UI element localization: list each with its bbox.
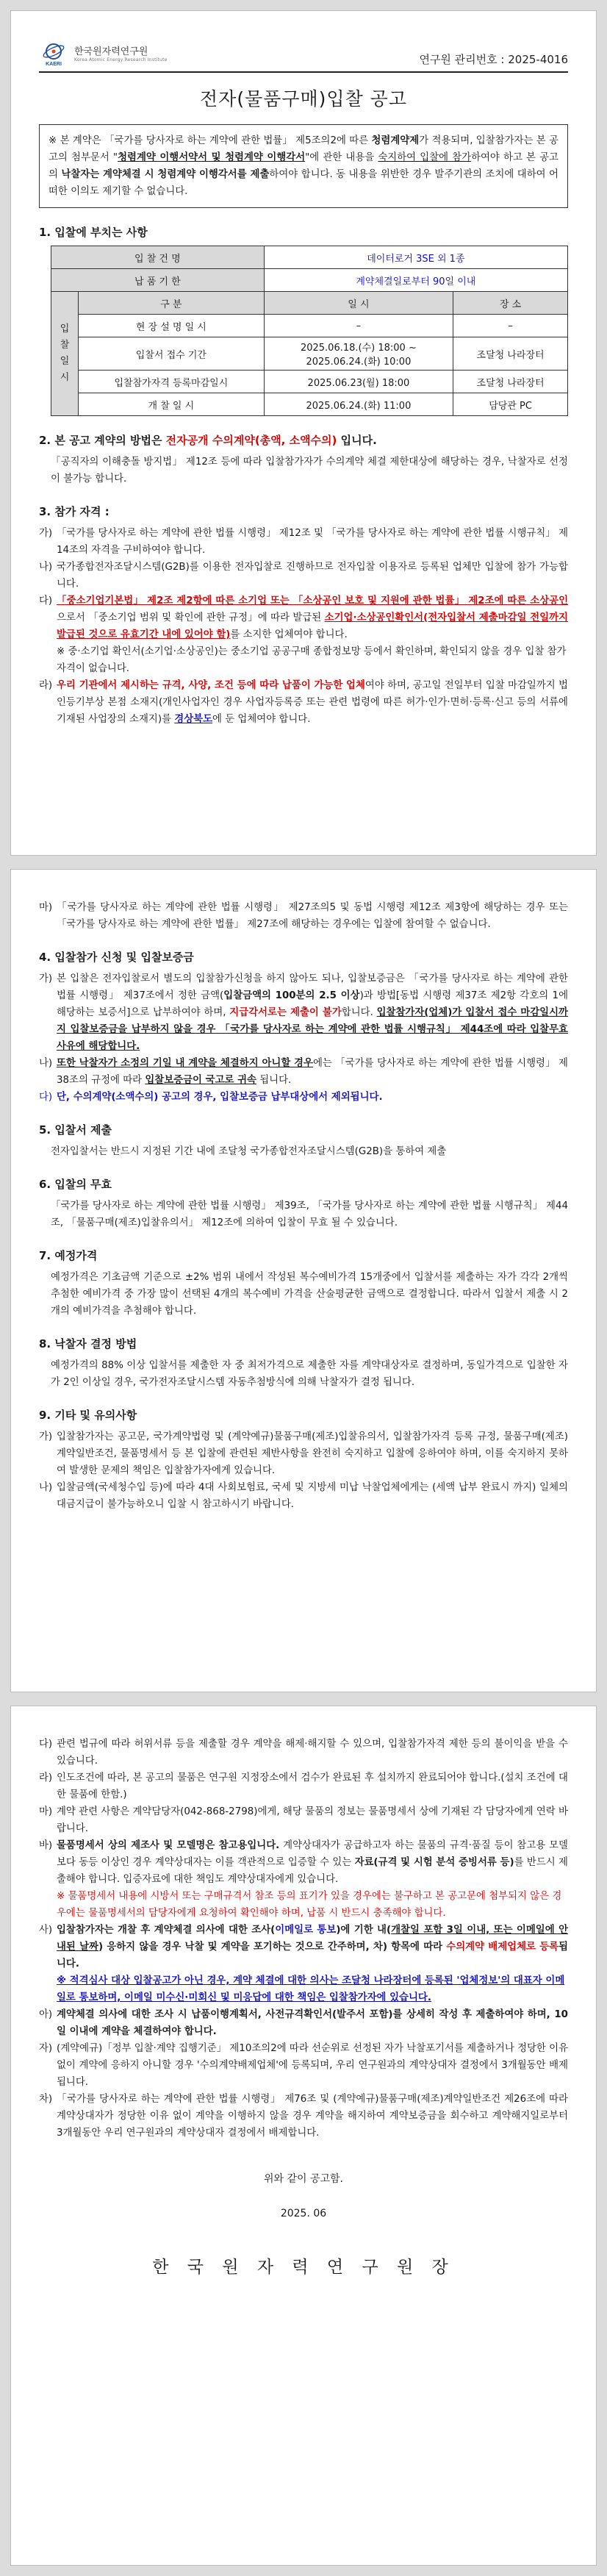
- delivery-due-label: 납 품 기 한: [51, 269, 265, 292]
- item-text: [57, 1922, 568, 1972]
- notice-text: "에 관한 내용을: [305, 152, 378, 163]
- notice-underline: 숙지하여 입찰에 참가: [378, 152, 472, 163]
- list-item: [39, 559, 568, 593]
- notice-bold: 청렴계약제: [371, 135, 420, 146]
- page-1: [10, 10, 597, 856]
- item-text: [57, 1055, 568, 1089]
- item-bold: 또한 낙찰자가 소정의 기일 내 계약을 체결하지 아니할 경우: [57, 1058, 313, 1069]
- integrity-notice-box: [39, 124, 568, 208]
- item-bold: ) 응하지 않을 경우 낙찰 및 계약을 포기하는 것으로 간주하며, 차) 항목에 따라: [98, 1942, 447, 1953]
- header-divider: [39, 71, 568, 73]
- item-text: 계약 관련 사항은 계약담당자(042-868-2798)에게, 해당 물품의 정보는 물품명세서 상에 기재된 각 담당자에게 연락 바랍니다.: [57, 1806, 568, 1834]
- item-marker: 바): [39, 1840, 53, 1851]
- row-place: 조달청 나라장터: [453, 337, 568, 371]
- list-item: [39, 1922, 568, 1972]
- notice-text: 하여야 하고 본 공고의: [49, 152, 558, 180]
- item-plain: 본 입찰은 전자입찰로서 별도의 입찰참가신청을 하지 않아도 되나, 입찰보증금은 「국가를 당사자로 하는 계약에 관한 법률 시행령」 제37조에서 정한 금액(: [57, 973, 568, 1001]
- management-number: 연구원 관리번호 : 2025-4016: [419, 53, 568, 66]
- item-marker: 자): [39, 2043, 53, 2054]
- table-row: [51, 393, 568, 416]
- list-item: [39, 1803, 568, 1837]
- item-marker: 사): [39, 1925, 53, 1936]
- item-text: [57, 677, 568, 728]
- item-red: 「중소기업기본법」 제2조 제2항에 따른 소기업 또는 「소상공인 보호 및 지원에 관한 법률」 제2조에 따른 소상공인: [57, 595, 568, 607]
- closing-statement: 위와 같이 공고함.: [263, 2173, 344, 2185]
- item-bold: 개찰일 포함 3일 이내, 또는 이메일에 안내된 날짜: [57, 1925, 569, 1953]
- section-3-heading: 3. 참가 자격 :: [39, 505, 109, 518]
- list-item: [39, 1837, 568, 1888]
- list-item: [39, 1089, 568, 1106]
- bid-info-table: [51, 246, 568, 416]
- section-6-heading: 6. 입찰의 무효: [39, 1178, 112, 1191]
- list-note: [57, 1888, 568, 1922]
- row-date: 2025.06.24.(화) 11:00: [264, 393, 453, 416]
- row-date-start: 2025.06.18.(수) 18:00 ~: [300, 343, 417, 354]
- org-name: 한국원자력연구원: [74, 46, 148, 57]
- list-item: [39, 970, 568, 1055]
- item-marker: 아): [39, 2009, 53, 2020]
- item-text: [57, 1837, 568, 1888]
- item-red: 수의계약 배제업체로 등록: [446, 1942, 559, 1953]
- signature-line: 한 국 원 자 력 연 구 원 장: [152, 2258, 455, 2277]
- item-plain: 를 반드시 제출해야 합니다. 입증자료에 대한 책임도 계약상대자에게 있습니다.: [57, 1857, 568, 1885]
- section-8-heading: 8. 낙찰자 결정 방법: [39, 1337, 137, 1350]
- item-marker: 다): [39, 1092, 53, 1103]
- item-text: 입찰금액(국세청수입 등)에 따라 4대 사회보험료, 국세 및 지방세 미납 낙찰업체에게는 (세액 납부 완료시 까지) 일체의 대금지급이 불가능하오니 입찰 시 참고하시기 바랍니다.: [57, 1482, 568, 1510]
- notice-bold: 청렴계약 이행서약서 및 청렴계약 이행각서: [118, 152, 306, 163]
- item-plain: 여야 하며, 공고일 전일부터 입찰 마감일까지 법인등기부상 본점 소재지(개인사업자인 경우 사업자등록증 또는 관련 법령에 따른 허가·인가·면허·등록·신고 등의 서류에 기재된 사업장의 소재지)를: [57, 680, 568, 725]
- page-header: [39, 11, 568, 67]
- notice-text: 가 적용되며, 입찰참가자는 본 공고의 첨부문서 ": [49, 135, 558, 163]
- row-label: 현 장 설 명 일 시: [79, 315, 265, 337]
- section-7-body: 예정가격은 기초금액 기준으로 ±2% 범위 내에서 작성된 복수예비가격 15개중에서 입찰서를 제출하는 자가 각각 2개씩 추첨한 예비가격 중 가장 많이 선택된 4개의 복수예비 가격을 산술평균한 금액으로 결정합니다. 따라서 입찰서 제출 시 2개의 예비가격을 추첨해야 합니다.: [51, 1272, 568, 1317]
- note-text: ※ 중·소기업 확인서(소기업·소상공인)는 중소기업 공공구매 종합정보망 등에서 확인하며, 확인되지 않을 경우 입찰 참가 자격이 없습니다.: [57, 646, 567, 674]
- row-place: 담당관 PC: [453, 393, 568, 416]
- item-red: 우리 기관에서 제시하는 규격, 사양, 조건 등에 따라 납품이 가능한 업체: [57, 680, 365, 691]
- item-plain: )과 방법[동법 시행령 제37조 제2항 각호의 1에 해당하는 보증서]으로 납부하여야 하며,: [57, 990, 569, 1018]
- item-marker: 라): [39, 1772, 53, 1783]
- col-header-item: 구 분: [79, 292, 265, 315]
- heading-text: 입니다.: [337, 434, 377, 447]
- section-6-body: 「국가를 당사자로 하는 계약에 관한 법률 시행령」 제39조, 「국가를 당사자로 하는 계약에 관한 법률 시행규칙」 제44조, 「물품구매(제조)입찰유의서」 제12조에 의하여 입찰이 무효 될 수 있습니다.: [51, 1201, 568, 1228]
- section-5-body: 전자입찰서는 반드시 지정된 기간 내에 조달청 국가종합전자조달시스템(G2B)을 통하여 제출: [51, 1146, 447, 1157]
- item-bold: 입찰참가자(업체)가 입찰서 접수 마감일시까지 입찰보증금을 납부하지 않을 경우 「국가를 당사자로 하는 계약에 관한 법률 시행규칙」 제44조에 따라 입찰무효 사유에 해당합니다.: [57, 1007, 568, 1052]
- item-bold: 됩니다.: [57, 1942, 568, 1969]
- row-date: [264, 337, 453, 371]
- heading-red: 전자공개 수의계약(총액, 소액수의): [165, 434, 337, 447]
- item-plain: 됩니다.: [256, 1075, 292, 1086]
- list-item: [39, 2006, 568, 2040]
- org-subname: Korea Atomic Energy Research Institute: [74, 57, 168, 62]
- item-bold: 계약체결 의사에 대한 조사 시 납품이행계획서, 사전규격확인서(발주서 포함)를 상세히 작성 후 제출하여야 하며, 10일 이내에 계약을 체결하여야 합니다.: [57, 2009, 568, 2037]
- list-item: [39, 1770, 568, 1803]
- list-item: [39, 2091, 568, 2142]
- row-place: 조달청 나라장터: [453, 371, 568, 393]
- item-text: 「국가를 당사자로 하는 계약에 관한 법률 시행령」 제76조 및 (계약예규)물품구매(제조)계약일반조건 제26조에 따라 계약상대자가 정당한 이유 없이 계약을 이행하지 않을 경우 계약을 해지하여 계약보증금을 회수하고 계약해지일로부터 3개월동안 우리 연구원과의 계약상대자 결정에서 배제합니다.: [57, 2094, 568, 2139]
- note-red: ※ 물품명세서 내용에 시방서 또는 구매규격서 참조 등의 표기가 있을 경우에는 불구하고 본 공고문에 첨부되지 않은 경우에는 물품명세서의 담당자에게 요청하여 확인해야 하며, 납품 시 반드시 충족해야 합니다.: [57, 1891, 562, 1919]
- table-row: [51, 315, 568, 337]
- col-header-date: 일 시: [264, 292, 453, 315]
- item-marker: 가): [39, 528, 53, 539]
- list-item: [39, 677, 568, 728]
- section-2-body: 「공직자의 이해충돌 방지법」 제12조 등에 따라 입찰참가자가 수의계약 체결 제한대상에 해당하는 경우, 낙찰자로 선정이 불가능 합니다.: [51, 457, 568, 484]
- kaeri-logo-icon: [39, 42, 68, 67]
- item-marker: 나): [39, 1482, 53, 1493]
- section-1-heading: 1. 입찰에 부치는 사항: [39, 226, 148, 239]
- col-header-place: 장 소: [453, 292, 568, 315]
- list-item: [39, 1055, 568, 1089]
- item-blue: 경상북도: [174, 714, 213, 725]
- org-logo: [39, 42, 168, 67]
- item-plain: 계약상대자가 공급하고자 하는 물품의 규격·품질 등이 참고용 모델보다 동등 이상인 경우 계약상대자는 이를 객관적으로 입증할 수 있는: [57, 1840, 568, 1868]
- notice-text: 하여야 합니다. 동 내용을 위반한 경우 발주기관의 조치에 대하여 어떠한 이의도 제기할 수 없습니다.: [49, 169, 558, 197]
- section-4-heading: 4. 입찰참가 신청 및 입찰보증금: [39, 951, 194, 964]
- item-bold: 물품명세서 상의 제조사 및 모델명은 참고용입니다.: [57, 1840, 280, 1851]
- item-bold: )에 기한 내(: [336, 1925, 392, 1936]
- list-item: [39, 525, 568, 559]
- section-9-heading: 9. 기타 및 유의사항: [39, 1409, 137, 1422]
- item-marker: 나): [39, 1058, 53, 1069]
- item-plain: 에 둔 업체여야 합니다.: [212, 714, 311, 725]
- item-text: 인도조건에 따라, 본 공고의 물품은 연구원 지정장소에서 검수가 완료된 후 설치까지 완료되어야 합니다.(설치 조건에 대한 물품에 한함.): [57, 1772, 568, 1800]
- bid-schedule-label: 입 찰 일 시: [51, 292, 79, 416]
- document-title: 전자(물품구매)입찰 공고: [200, 88, 407, 110]
- item-red: 소기업·소상공인확인서(전자입찰서 제출마감일 전일까지 발급된 것으로 유효기간 내에 있어야 함): [57, 612, 568, 640]
- section-7-heading: 7. 예정가격: [39, 1249, 98, 1262]
- notice-text: ※ 본 계약은 「국가를 당사자로 하는 계약에 관한 법률」 제5조의2에 따른: [49, 135, 372, 146]
- section-5-heading: 5. 입찰서 제출: [39, 1123, 112, 1137]
- item-plain: 으로서 「중소기업 범위 및 확인에 관한 규정」에 따라 발급된: [57, 612, 325, 623]
- item-marker: 차): [39, 2094, 53, 2105]
- item-marker: 가): [39, 1431, 53, 1442]
- item-blue: 이메일로 통보: [275, 1925, 337, 1936]
- list-item: [39, 1736, 568, 1770]
- section-2-heading: [39, 432, 568, 448]
- section-8-body: 예정가격의 88% 이상 입찰서를 제출한 자 중 최저가격으로 제출한 자를 계약대상자로 결정하며, 동일가격으로 입찰한 자가 2인 이상일 경우, 국가전자조달시스템 자동추첨방식에 의해 낙찰자가 결정 됩니다.: [51, 1360, 568, 1388]
- row-date-end: 2025.06.24.(화) 10:00: [306, 357, 412, 368]
- heading-text: 2. 본 공고 계약의 방법은: [39, 434, 166, 447]
- bid-name-value: 데이터로거 3SE 외 1종: [264, 246, 567, 269]
- list-item: [39, 1428, 568, 1479]
- item-marker: 마): [39, 1806, 53, 1817]
- item-bold: 입찰참가자는 개찰 후 계약체결 의사에 대한 조사(: [57, 1925, 276, 1936]
- row-label: 개 찰 일 시: [79, 393, 265, 416]
- list-note: [57, 1972, 568, 2006]
- item-text: 「국가를 당사자로 하는 계약에 관한 법률 시행령」 제27조의5 및 동법 시행령 제12조 제3항에 해당하는 경우 또는 「국가를 당사자로 하는 계약에 관한 법률」 제27조에 해당하는 경우에는 입찰에 참여할 수 없습니다.: [57, 902, 568, 930]
- page-3: [10, 1706, 597, 2566]
- row-label: 입찰참가자격 등록마감일시: [79, 371, 265, 393]
- row-label: 입찰서 접수 기간: [79, 337, 265, 371]
- item-marker: 나): [39, 562, 53, 573]
- item-text: 국가종합전자조달시스템(G2B)를 이용한 전자입찰로 진행하므로 전자입찰 이용자로 등록된 업체만 입찰에 참가 가능합니다.: [57, 562, 568, 590]
- row-date: –: [264, 315, 453, 337]
- list-item: [39, 899, 568, 933]
- row-place: –: [453, 315, 568, 337]
- table-row: [51, 337, 568, 371]
- row-date: 2025.06.23(월) 18:00: [264, 371, 453, 393]
- item-marker: 가): [39, 973, 53, 984]
- bid-name-label: 입 찰 건 명: [51, 246, 265, 269]
- item-bold: 자료(규격 및 시험 분석 증빙서류 등): [354, 1857, 514, 1868]
- item-red: 지급각서로는 제출이 불가: [229, 1007, 342, 1018]
- note-blue: ※ 적격심사 대상 입찰공고가 아닌 경우, 계약 체결에 대한 의사는 조달청 나라장터에 등록된 '업체정보'의 대표자 이메일로 통보하며, 이메일 미수신·미회신 및 미응답에 대한 책임은 입찰참가자에 있습니다.: [57, 1975, 565, 2003]
- list-note: [57, 643, 568, 677]
- delivery-due-value: 계약체결일로부터 90일 이내: [264, 269, 567, 292]
- item-marker: 마): [39, 902, 53, 913]
- item-marker: 라): [39, 680, 53, 691]
- item-text: 입찰참가자는 공고문, 국가계약법령 및 (계약예규)물품구매(제조)입찰유의서, 입찰참가자격 등록 규정, 물품구매(제조)계약일반조건, 물품명세서 등 본 입찰에 관련된 제반사항을 완전히 숙지하고 입찰에 응하여야 하며, 이를 숙지하지 못하여 발생한 문제의 책임은 입찰참가자에게 있습니다.: [57, 1431, 568, 1476]
- item-bold: 입찰금액의 100분의 2.5 이상: [223, 990, 360, 1001]
- item-text: (계약예규)「정부 입찰·계약 집행기준」 제10조의2에 따라 선순위로 선정된 자가 낙찰포기서를 제출하거나 정당한 이유 없이 계약에 응하지 아니할 경우 '수의계약배제업체'에 등록되며, 우리 연구원과의 계약상대자 결정에서 3개월동안 배제됩니다.: [57, 2043, 568, 2088]
- table-row: [51, 371, 568, 393]
- item-text: [57, 970, 568, 1055]
- item-text: 「국가를 당사자로 하는 계약에 관한 법률 시행령」 제12조 및 「국가를 당사자로 하는 계약에 관한 법률 시행규칙」 제14조의 자격을 구비하여야 합니다.: [57, 528, 568, 556]
- list-item: [39, 2040, 568, 2091]
- item-text: [57, 593, 568, 643]
- item-marker: 다): [39, 595, 53, 607]
- item-bold: 입찰보증금이 국고로 귀속: [145, 1075, 256, 1086]
- page-2: [10, 869, 597, 1692]
- logo-text: KAERI: [46, 62, 62, 67]
- item-plain: 합니다.: [341, 1007, 377, 1018]
- item-blue: 단, 수의계약(소액수의) 공고의 경우, 입찰보증금 납부대상에서 제외됩니다.: [57, 1092, 383, 1103]
- item-text: 관련 법규에 따라 허위서류 등을 제출할 경우 계약을 해제·해지할 수 있으며, 입찰참가자격 제한 등의 불이익을 받을 수 있습니다.: [57, 1739, 568, 1767]
- list-item: [39, 593, 568, 643]
- list-item: [39, 1479, 568, 1513]
- item-plain: 에는 「국가를 당사자로 하는 계약에 관한 법률 시행령」 제38조의 규정에 따라: [57, 1058, 568, 1086]
- item-marker: 다): [39, 1739, 53, 1750]
- item-plain: 를 소지한 업체여야 합니다.: [230, 629, 348, 640]
- announcement-date: 2025. 06: [280, 2208, 327, 2219]
- notice-bold: 낙찰자는 계약체결 시 청렴계약 이행각서를 제출: [61, 169, 270, 180]
